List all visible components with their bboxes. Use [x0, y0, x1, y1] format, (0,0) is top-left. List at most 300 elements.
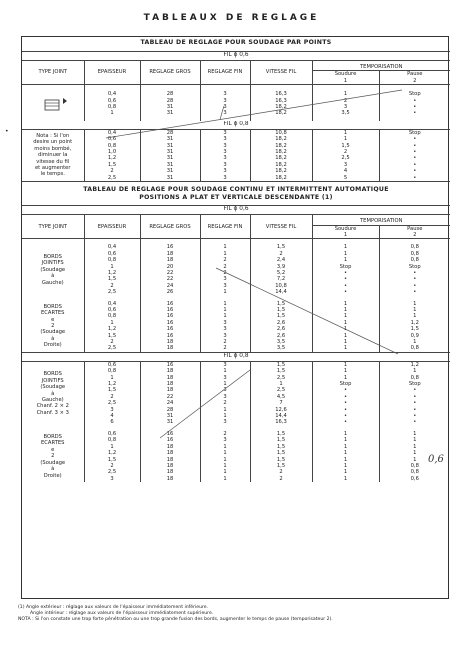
footnote-2: Angle intérieur : réglage aux valeurs de l'épaisseur immédiatement supérieure.	[30, 611, 214, 616]
table-cell: 3	[312, 162, 379, 168]
table-cell: 22	[140, 394, 200, 400]
handwritten-annotation: 0,6	[428, 454, 444, 465]
table-cell: •	[379, 407, 450, 413]
table-cell: 0,4	[84, 129, 140, 136]
table-cell: 0,8	[379, 375, 450, 381]
table-cell: •	[312, 407, 379, 413]
table-cell: 31	[140, 419, 200, 425]
table-cell: 18,2	[250, 136, 312, 142]
table-cell: •	[379, 149, 450, 155]
table-cell: 1	[312, 361, 379, 368]
section1-title: TABLEAU DE REGLAGE POUR SOUDAGE PAR POINTS	[22, 37, 450, 52]
table-cell: 0,4	[84, 244, 140, 250]
table-cell: 18	[140, 381, 200, 387]
table-cell: •	[379, 276, 450, 282]
nota-note-line: Nota : Si l'on	[36, 133, 70, 140]
table-cell: 0,8	[379, 469, 450, 475]
table-cell: 1,5	[250, 244, 312, 250]
table-cell: 16	[140, 326, 200, 332]
table-cell: 24	[140, 283, 200, 289]
table-cell: 18	[140, 457, 200, 463]
table-cell: Stop	[379, 264, 450, 270]
table-cell: 31	[140, 162, 200, 168]
table-cell: •	[379, 110, 450, 116]
table-cell: 1	[200, 251, 250, 257]
table-cell: 1,2	[84, 450, 140, 456]
bords-jointifs-gauche-line: Gauche)	[41, 279, 64, 286]
table-cell: 1,0	[84, 149, 140, 155]
table-cell: 2	[200, 400, 250, 406]
table-cell: 1	[312, 463, 379, 469]
table-cell: 1	[200, 368, 250, 374]
bords-ecartes-droite-2-line: ECARTES	[41, 440, 65, 447]
hdr-temporisation: TEMPORISATION	[312, 61, 450, 71]
table-cell: 1,5	[250, 437, 312, 443]
table-cell: 2,6	[250, 326, 312, 332]
footnote-1: (1) Angle extérieur : réglage aux valeurs de l'épaisseur immédiatement inférieure.	[18, 605, 209, 610]
table-cell: 1	[250, 381, 312, 387]
table-cell: 12,6	[250, 407, 312, 413]
table-cell: 2	[84, 463, 140, 469]
table-cell: 1	[312, 136, 379, 142]
table-cell: Stop	[379, 381, 450, 387]
table-cell: 26	[140, 289, 200, 295]
table-cell: 1	[379, 307, 450, 313]
section2-fil06: FIL ϕ 0,6	[223, 206, 249, 213]
table-cell: 1	[379, 301, 450, 307]
table-cell: 0,6	[84, 136, 140, 142]
bords-jointifs-gauche-line: JOINTIFS	[41, 260, 64, 267]
table-cell: 0,9	[379, 333, 450, 339]
table-cell: 0,4	[84, 91, 140, 97]
table-cell: 10,8	[250, 129, 312, 136]
table-cell: 0,8	[379, 244, 450, 250]
nota-note-line: moins bombé,	[34, 145, 72, 152]
nota-note-line: desire un point	[33, 139, 73, 146]
table-cell: 18	[140, 469, 200, 475]
table-cell: 3	[200, 168, 250, 174]
table-cell: 1,5	[250, 457, 312, 463]
hdr-vitesse-fil-2: VITESSE FIL	[250, 215, 312, 239]
bords-ecartes-droite-2-line: 2	[51, 453, 55, 460]
table-cell: 4	[312, 168, 379, 174]
table-cell: 1,5	[250, 444, 312, 450]
table-cell: 31	[140, 155, 200, 161]
table-cell: 1	[312, 257, 379, 263]
hdr-vitesse-fil: VITESSE FIL	[250, 61, 312, 85]
table-cell: 18,2	[250, 104, 312, 110]
table-cell: 28	[140, 98, 200, 104]
hdr-type-joint-2: TYPE JOINT	[38, 223, 68, 230]
table-cell: 1	[312, 444, 379, 450]
table-cell: 18	[140, 251, 200, 257]
table-cell: 2,5	[84, 289, 140, 295]
table-cell: 16	[140, 333, 200, 339]
table-cell: 3	[200, 283, 250, 289]
table-cell: Stop	[312, 264, 379, 270]
table-cell: 5	[312, 175, 379, 182]
table-cell: 28	[140, 407, 200, 413]
bords-jointifs-gauche-line: à	[51, 273, 55, 280]
table-cell: 0,8	[379, 345, 450, 352]
table-cell: 0,8	[84, 143, 140, 149]
table-cell: 1,5	[250, 313, 312, 319]
table-cell: 0,8	[379, 251, 450, 257]
table-cell: 31	[140, 168, 200, 174]
table-cell: 1	[200, 301, 250, 307]
table-cell: 0,6	[84, 307, 140, 313]
table-cell: 18	[140, 345, 200, 352]
table-cell: 2,5	[84, 400, 140, 406]
table-cell: 2,5	[250, 375, 312, 381]
bords-ecartes-droite-2-line: à	[51, 466, 55, 473]
table-cell: 16	[140, 313, 200, 319]
table-cell: 1	[200, 457, 250, 463]
table-cell: •	[312, 270, 379, 276]
table-cell: 3	[200, 320, 250, 326]
table-cell: 1	[200, 413, 250, 419]
table-cell: •	[379, 175, 450, 182]
table-cell: 1	[379, 313, 450, 319]
bords-ecartes-droite-line: à	[51, 335, 55, 342]
table-cell: 0,8	[84, 313, 140, 319]
table-cell: 1	[379, 457, 450, 463]
table-cell: 3	[200, 326, 250, 332]
hdr-pause-label: Pause	[407, 71, 423, 78]
table-cell: 1,2	[84, 326, 140, 332]
table-cell: 18,2	[250, 155, 312, 161]
table-cell: •	[379, 413, 450, 419]
table-cell: 16	[140, 437, 200, 443]
table-cell: 2,5	[84, 469, 140, 475]
table-cell: 1,5	[312, 143, 379, 149]
table-cell: 1,5	[250, 301, 312, 307]
table-cell: 0,4	[84, 301, 140, 307]
table-cell: 3	[200, 104, 250, 110]
table-cell: 2	[250, 469, 312, 475]
hdr-type-joint: TYPE JOINT	[38, 69, 68, 76]
table-cell: 16	[140, 307, 200, 313]
table-cell: 0,6	[84, 361, 140, 368]
table-cell: 1	[312, 345, 379, 352]
table-cell: 1,5	[250, 307, 312, 313]
table-cell: 1	[312, 91, 379, 97]
table-cell: •	[379, 162, 450, 168]
bords-ecartes-droite-2-line: (Soudage	[40, 459, 66, 466]
bords-ecartes-droite-line: e	[51, 316, 55, 323]
section2-fil08: FIL ϕ 0,8	[223, 352, 249, 359]
table-cell: 31	[140, 149, 200, 155]
table-cell: 1,5	[84, 276, 140, 282]
table-cell: 3	[200, 155, 250, 161]
table-cell: •	[379, 419, 450, 425]
table-cell: 2	[200, 345, 250, 352]
table-cell: 1,5	[84, 387, 140, 393]
section1-fil06: FIL ϕ 0,6	[22, 52, 450, 61]
table-cell: 16	[140, 320, 200, 326]
table-cell: 2,5	[84, 175, 140, 182]
table-cell: 16	[140, 244, 200, 250]
table-cell: Stop	[312, 381, 379, 387]
table-cell: 18	[140, 368, 200, 374]
table-cell: 16,3	[250, 419, 312, 425]
hdr-reglage-gros-2: REGLAGE GROS	[140, 215, 200, 239]
table-cell: 1	[312, 339, 379, 345]
bords-ecartes-droite-line: 2	[51, 322, 55, 329]
table-cell: •	[379, 283, 450, 289]
table-cell: 5,2	[250, 270, 312, 276]
table-cell: 31	[140, 110, 200, 116]
table-cell: 1	[312, 333, 379, 339]
table-cell: 1	[312, 326, 379, 332]
table-cell: 2	[84, 168, 140, 174]
hdr-reglage-fin: REGLAGE FIN	[200, 61, 250, 85]
table-cell: 2	[200, 257, 250, 263]
table-cell: 1	[200, 289, 250, 295]
bords-jointifs-chanf-line: (Soudage	[40, 384, 66, 391]
table-cell: 1	[200, 444, 250, 450]
table-cell: 16	[140, 361, 200, 368]
table-cell: •	[379, 394, 450, 400]
bords-jointifs-chanf-line: Chanf. 3 × 3	[36, 409, 69, 416]
table-cell: 2	[200, 264, 250, 270]
table-cell: 3	[200, 175, 250, 182]
table-cell: 2	[312, 98, 379, 104]
table-cell: 0,8	[379, 463, 450, 469]
hdr-soudure-num-2: 1	[343, 231, 348, 238]
table-cell: •	[379, 136, 450, 142]
table-cell: 3	[200, 129, 250, 136]
hdr-reglage-gros: REGLAGE GROS	[140, 61, 200, 85]
table-cell: 3,5	[312, 110, 379, 116]
table-cell: 28	[140, 91, 200, 97]
table-cell: 1,2	[84, 155, 140, 161]
table-cell: •	[379, 98, 450, 104]
table-cell: •	[312, 276, 379, 282]
table-cell: 1	[312, 320, 379, 326]
table-cell: •	[312, 283, 379, 289]
table-cell: 18	[140, 375, 200, 381]
table-cell: 1	[84, 110, 140, 116]
table-cell: •	[379, 270, 450, 276]
table-cell: 3	[200, 394, 250, 400]
table-cell: 18,2	[250, 175, 312, 182]
table-cell: 1,5	[84, 162, 140, 168]
bords-jointifs-gauche-line: (Soudage	[40, 266, 66, 273]
table-cell: 16	[140, 301, 200, 307]
table-cell: 2	[312, 149, 379, 155]
table-cell: 3	[200, 98, 250, 104]
table-cell: 1	[312, 307, 379, 313]
table-cell: 1	[312, 301, 379, 307]
hdr-temporisation-2: TEMPORISATION	[312, 215, 450, 225]
table-cell: 16	[140, 431, 200, 437]
table-cell: 4	[84, 413, 140, 419]
table-cell: 31	[140, 413, 200, 419]
bords-ecartes-droite-2-line: BORDS	[43, 434, 62, 441]
bords-jointifs-chanf-line: Chanf. 2 × 2	[36, 403, 69, 410]
table-cell: •	[312, 289, 379, 295]
section1-fil08: FIL ϕ 0,8	[223, 120, 249, 127]
table-cell: 2,4	[250, 257, 312, 263]
table-cell: 2,5	[250, 387, 312, 393]
table-cell: 2	[250, 476, 312, 482]
table-cell: 22	[140, 270, 200, 276]
table-cell: 1	[312, 313, 379, 319]
table-cell: 2	[250, 251, 312, 257]
table-cell: 1,5	[379, 326, 450, 332]
table-cell: 3	[200, 333, 250, 339]
table-cell: 28	[140, 129, 200, 136]
table-cell: •	[312, 394, 379, 400]
table-cell: 1	[379, 437, 450, 443]
hdr-soudure-num: 1	[343, 77, 348, 84]
bords-ecartes-droite-2-line: e	[51, 446, 55, 453]
table-cell: 3	[84, 407, 140, 413]
table-cell: •	[379, 289, 450, 295]
table-cell: •	[312, 400, 379, 406]
table-cell: 18	[140, 339, 200, 345]
table-cell: 2	[200, 339, 250, 345]
hdr-reglage-fin-2: REGLAGE FIN	[200, 215, 250, 239]
table-cell: 14,4	[250, 289, 312, 295]
table-cell: 1	[379, 368, 450, 374]
table-cell: 0,6	[379, 476, 450, 482]
table-cell: 3	[200, 437, 250, 443]
table-cell: 3	[200, 149, 250, 155]
table-cell: 3	[200, 162, 250, 168]
table-cell: 1,5	[250, 463, 312, 469]
table-cell: 0,6	[84, 98, 140, 104]
table-cell: 7,2	[250, 276, 312, 282]
table-cell: 3	[200, 419, 250, 425]
table-cell: •	[379, 155, 450, 161]
nota-note-line: le temps.	[40, 171, 65, 178]
table-cell: 1	[312, 476, 379, 482]
table-cell: Stop	[379, 91, 450, 97]
table-cell: 0,8	[84, 437, 140, 443]
table-cell: •	[379, 400, 450, 406]
table-cell: 0,8	[379, 257, 450, 263]
table-cell: 18	[140, 444, 200, 450]
table-cell: 7	[250, 400, 312, 406]
table-cell: 1	[312, 251, 379, 257]
table-cell: 3	[200, 136, 250, 142]
footnote-nota: NOTA : Si l'on constate une trop forte pénétration ou une trop grande fusion des bords, augmenter le temps de pause (temporisateur 2).	[18, 617, 333, 622]
table-cell: 18,2	[250, 149, 312, 155]
table-cell: 0,8	[84, 104, 140, 110]
table-cell: 1	[312, 437, 379, 443]
table-cell: 1	[84, 375, 140, 381]
table-cell: 2,5	[312, 155, 379, 161]
table-cell: 1,5	[250, 368, 312, 374]
bords-jointifs-chanf-line: à	[51, 390, 55, 397]
table-cell: 1	[200, 450, 250, 456]
table-cell: 1,5	[250, 431, 312, 437]
table-cell: 1,2	[379, 361, 450, 368]
table-cell: 31	[140, 104, 200, 110]
nota-note-line: vitesse du fil	[36, 158, 70, 165]
table-cell: 3	[200, 91, 250, 97]
table-cell: 18,2	[250, 143, 312, 149]
table-cell: 1	[312, 375, 379, 381]
section2-title-line1: TABLEAU DE REGLAGE POUR SOUDAGE CONTINU ET INTERMITTENT AUTOMATIQUE	[83, 186, 389, 194]
table-cell: 1	[312, 469, 379, 475]
table-cell: 1,5	[84, 457, 140, 463]
table-cell: 2	[200, 431, 250, 437]
section2-title-line2: POSITIONS A PLAT ET VERTICALE DESCENDANTE (1)	[139, 194, 333, 202]
table-cell: 1,5	[250, 361, 312, 368]
table-cell: 3,5	[250, 339, 312, 345]
table-cell: 18	[140, 257, 200, 263]
table-cell: 1	[312, 431, 379, 437]
table-cell: 2,5	[84, 345, 140, 352]
bords-jointifs-chanf-line: BORDS	[43, 371, 62, 378]
bords-jointifs-chanf-line: Gauche)	[41, 397, 64, 404]
table-cell: 1	[200, 313, 250, 319]
table-cell: •	[312, 419, 379, 425]
bords-jointifs-chanf-line: JOINTIFS	[41, 377, 64, 384]
table-cell: 22	[140, 276, 200, 282]
table-cell: 1	[379, 431, 450, 437]
table-cell: 3	[200, 110, 250, 116]
table-cell: 1	[200, 244, 250, 250]
hdr-pause-label-2: Pause	[407, 225, 423, 232]
table-cell: 1,2	[84, 270, 140, 276]
table-cell: 18,2	[250, 110, 312, 116]
table-cell: 1,2	[84, 381, 140, 387]
table-cell: 6	[84, 419, 140, 425]
pencil-stroke-2	[216, 268, 398, 354]
table-cell: 1	[312, 129, 379, 136]
table-cell: 31	[140, 136, 200, 142]
table-cell: 2	[200, 270, 250, 276]
table-cell: 18	[140, 476, 200, 482]
table-cell: 3	[84, 476, 140, 482]
hdr-soudure-label-2: Soudure	[334, 225, 357, 232]
table-cell: 18,2	[250, 168, 312, 174]
nota-note-line: et augmenter	[34, 165, 71, 172]
table-cell: 1	[84, 444, 140, 450]
page-title: TABLEAUX DE REGLAGE	[143, 13, 320, 23]
table-cell: 16,3	[250, 98, 312, 104]
table-cell: 2,6	[250, 333, 312, 339]
table-cell: 2,6	[250, 320, 312, 326]
table-cell: 1	[200, 381, 250, 387]
table-cell: 1	[200, 463, 250, 469]
table-cell: 0,6	[84, 251, 140, 257]
nota-note-line: diminuer la	[38, 152, 68, 159]
bords-ecartes-droite-line: ECARTES	[41, 310, 65, 317]
table-cell: 3	[200, 387, 250, 393]
table-cell: 1	[84, 264, 140, 270]
table-cell: 10,8	[250, 283, 312, 289]
table-cell: 3	[200, 375, 250, 381]
table-cell: 16,3	[250, 91, 312, 97]
table-cell: •	[379, 387, 450, 393]
table-cell: 18	[140, 463, 200, 469]
margin-mark: •	[5, 128, 9, 135]
table-cell: •	[379, 143, 450, 149]
table-cell: 1	[312, 244, 379, 250]
table-cell: Stop	[379, 129, 450, 136]
hdr-pause-num: 2	[413, 77, 417, 84]
pencil-stroke-3	[160, 370, 250, 438]
table-cell: 0,8	[84, 368, 140, 374]
table-cell: 31	[140, 175, 200, 182]
table-cell: 0,8	[84, 257, 140, 263]
pencil-stroke-1	[106, 90, 402, 138]
